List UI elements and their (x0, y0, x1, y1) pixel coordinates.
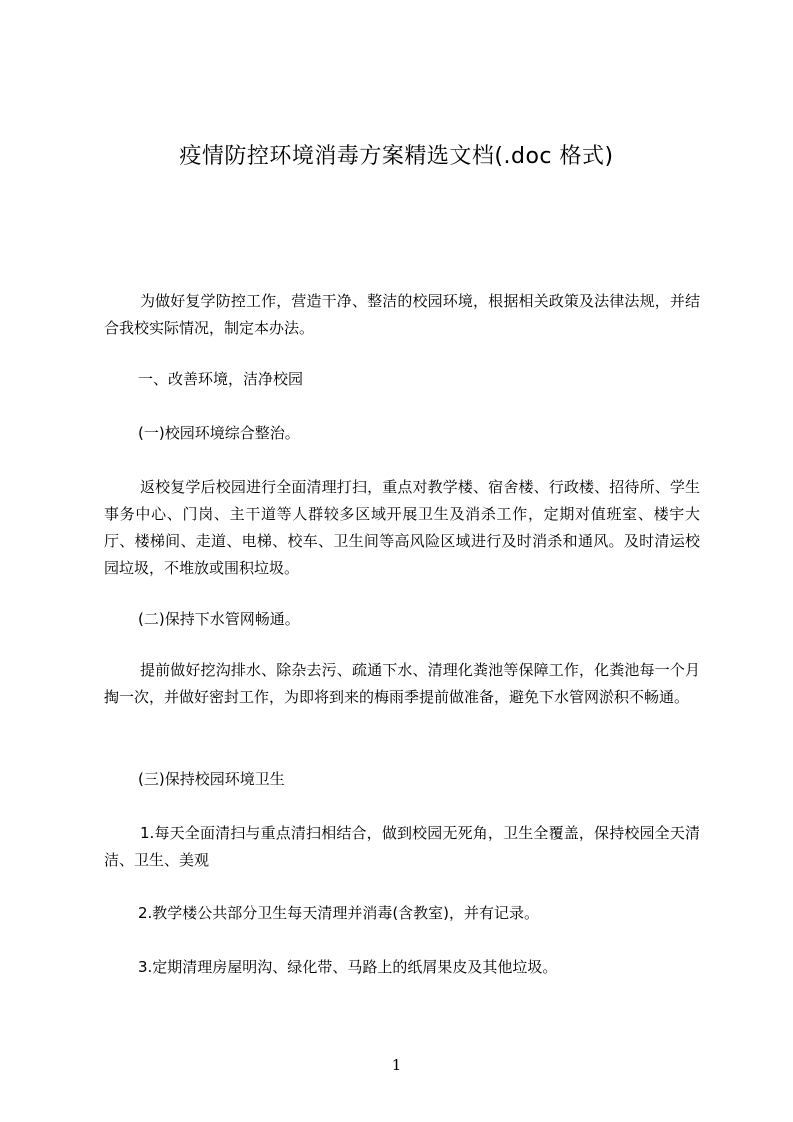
list-item-3: 3.定期清理房屋明沟、绿化带、马路上的纸屑果皮及其他垃圾。 (138, 958, 558, 976)
intro-paragraph: 为做好复学防控工作，营造干净、整洁的校园环境，根据相关政策及法律法规，并结合我校实际情况，制定本办法。 (104, 292, 700, 337)
subsection-heading-1: (一)校园环境综合整治。 (138, 424, 300, 442)
subsection-heading-2: (二)保持下水管网畅通。 (138, 610, 300, 628)
page-number: 1 (391, 1056, 402, 1074)
subsection-heading-3: (三)保持校园环境卫生 (138, 770, 285, 788)
subsection-1-paragraph: 返校复学后校园进行全面清理打扫，重点对教学楼、宿舍楼、行政楼、招待所、学生事务中心、门岗、主干道等人群较多区域开展卫生及消杀工作，定期对值班室、楼宇大厅、楼梯间、走道、电梯、校车、卫生间等高风险区域进行及时消杀和通风。及时清运校园垃圾，不堆放或围积垃圾。 (104, 478, 700, 577)
section-heading-1: 一、改善环境，洁净校园 (138, 370, 304, 388)
document-title: 疫情防控环境消毒方案精选文档(.doc 格式) (179, 144, 614, 169)
list-item-2: 2.教学楼公共部分卫生每天清理并消毒(含教室)，并有记录。 (138, 904, 540, 922)
subsection-2-paragraph: 提前做好挖沟排水、除杂去污、疏通下水、清理化粪池等保障工作，化粪池每一个月掏一次，并做好密封工作，为即将到来的梅雨季提前做准备，避免下水管网淤积不畅通。 (104, 661, 700, 706)
list-item-1: 1.每天全面清扫与重点清扫相结合，做到校园无死角，卫生全覆盖，保持校园全天清洁、卫生、美观 (104, 824, 700, 869)
